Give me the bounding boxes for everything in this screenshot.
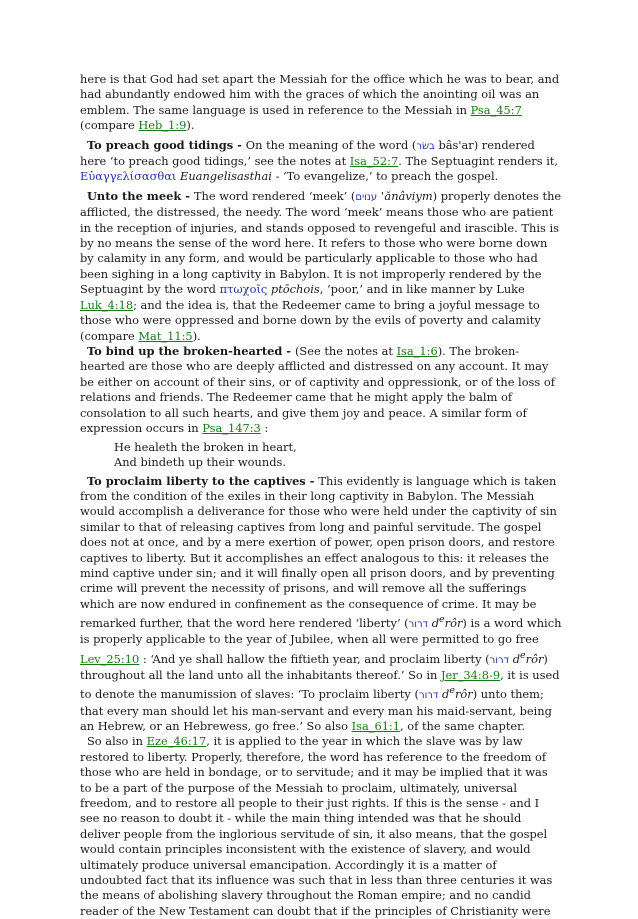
document-page — [80, 72, 562, 919]
text: : — [260, 420, 269, 435]
hebrew-word: ענוים — [355, 191, 378, 203]
section-heading: To preach good tidings - — [87, 137, 246, 152]
text: On the meaning of the word ( — [245, 137, 417, 152]
text: ). — [186, 118, 195, 133]
text: bâs'ar) rendered here ‘to preach good tidings,’ see the notes at — [80, 137, 535, 169]
text: : ‘And ye shall hallow the fiftieth year, and proclaim liberty ( — [139, 651, 490, 666]
quote-line: He healeth the broken in heart, — [114, 440, 297, 455]
text: ). The broken-hearted are those who are deeply afflicted and distressed on any account. It may be either on account of their sins, or of captivity and oppressionk, or of the loss of relations and friends. The Redeemer came that he might apply the balm of consolation to all such hearts, and give them joy and peace. A similar form of expression occurs in — [80, 343, 555, 435]
paragraph-meek — [80, 189, 562, 344]
text: , ‘poor,’ and in like manner by Luke — [319, 282, 525, 297]
transliteration: Euangelisasthai — [176, 169, 272, 184]
scripture-link[interactable]: Lev_25:10 — [80, 651, 140, 666]
hebrew-word: דרור — [418, 690, 439, 702]
scripture-link[interactable]: Psa_45:7 — [470, 102, 522, 117]
text: (compare — [80, 118, 139, 133]
hebrew-word: בשׂר — [416, 140, 435, 152]
scripture-link[interactable]: Heb_1:9 — [138, 118, 187, 133]
text: ). — [192, 328, 201, 343]
greek-word: Εὐαγγελίσασθαι — [80, 169, 177, 184]
transliteration: ptōchois — [267, 282, 320, 297]
hebrew-word: דרור — [408, 618, 429, 630]
text: , of the same chapter. — [400, 719, 525, 734]
text: , it is used to denote the manumission of slaves: ‘To proclaim liberty ( — [80, 668, 560, 702]
scripture-link[interactable]: Psa_147:3 — [202, 420, 261, 435]
text: So also in — [87, 734, 147, 749]
transliteration: $d^erôr$ — [509, 649, 544, 666]
scripture-link[interactable]: Isa_52:7 — [349, 154, 399, 169]
text: ) unto them; that every man should let his man-servant and every man his maid-servant, being an Hebrew, or an Hebrewess, go free.’ So also — [80, 687, 552, 734]
text: ; and the idea is, that the Redeemer came to bring a joyful message to those who were oppressed and borne down by the evils of poverty and calamity (compare — [80, 297, 541, 343]
paragraph-ezekiel — [80, 734, 562, 919]
section-heading: To proclaim liberty to the captives - — [87, 473, 319, 488]
paragraph-liberty — [80, 474, 562, 735]
text: (See the notes at — [294, 343, 397, 358]
text: , it is applied to the year in which the slave was by law restored to liberty. Properly, therefore, the word has reference to the freedom of those who are held in bondage, or to servitude; and it may be implied that it was to be a part of the purpose of the Messiah to proclaim, ultimately, universal freedom, and to restore all people to their just rights. If this is the sense - and I see no reason to doubt it - while the main thing intended was that he should deliver people from the inglorious servitude of sin, it also means, that the gospel would contain principles inconsistent with the existence of slavery, and would ultimately produce universal emancipation. Accordingly it is a matter of undoubted fact that its influence was such that in less than three centuries it was the means of abolishing slavery throughout the Roman empire; and no candid reader of the New Testament can doubt that if the principles of Christianity were — [80, 734, 553, 918]
transliteration: ‛ănâviym — [377, 188, 433, 203]
quote-line: And bindeth up their wounds. — [114, 454, 286, 469]
scripture-link[interactable]: Luk_4:18 — [80, 297, 134, 312]
scripture-link[interactable]: Mat_11:5 — [138, 328, 193, 343]
scripture-link[interactable]: Eze_46:17 — [146, 734, 207, 749]
text: ) properly denotes the afflicted, the distressed, the needy. The word ‘meek’ means those who are patient in the reception of injuries, and stands opposed to revengeful and irascible. This is by no means the sense of the word here. It refers to those who were borne down by calamity in any form, and would be particularly applicable to those who had been sighing in a long captivity in Babylon. It is not improperly rendered by the Septuagint by the word — [80, 188, 562, 297]
text: The word rendered ‘meek’ ( — [193, 188, 356, 203]
transliteration: $d^erôr$ — [428, 614, 463, 630]
section-heading: Unto the meek - — [87, 188, 194, 203]
paragraph-broken-hearted — [80, 344, 562, 436]
paragraph-good-tidings — [80, 138, 562, 185]
text: ) is a word which is properly applicable to the year of Jubilee, when all were permitted to go free — [80, 615, 562, 647]
text: This evidently is language which is taken from the condition of the exiles in their long captivity in Babylon. The Messiah would accomplish a deliverance for those who were held under the captivity of sin similar to that of releasing captives from long and painful servitude. The gospel does not at once, and by a mere exertion of power, open prison doors, and restore captives to liberty. But it accomplishes an effect analogous to this: it releases the mind captive under sin; and it will finally open all prison doors, and by preventing crime will prevent the necessity of prisons, and will remove all the sufferings which are now endured in confinement as the consequence of crime. It may be remarked further, that the word here rendered ‘liberty’ ( — [80, 473, 557, 630]
text: . The Septuagint renders it, — [398, 154, 559, 169]
text: - ‘To evangelize,’ to preach the gospel. — [271, 169, 499, 184]
text: here is that God had set apart the Messiah for the office which he was to bear, and had abundantly endowed him with the graces of which the anointing oil was an emblem. The same language is used in reference to the Messiah in — [80, 72, 560, 117]
text: ) throughout all the land unto all the inhabitants thereof.’ So in — [80, 651, 548, 682]
scripture-link[interactable]: Isa_1:6 — [396, 343, 438, 358]
scripture-link[interactable]: Isa_61:1 — [351, 719, 401, 734]
transliteration: $d^erôr$ — [438, 685, 473, 702]
paragraph-intro — [80, 72, 562, 134]
greek-word: πτωχοῖς — [219, 282, 268, 297]
hebrew-word: דרור — [489, 654, 510, 666]
section-heading: To bind up the broken-hearted - — [87, 343, 295, 358]
scripture-link[interactable]: Jer_34:8-9 — [440, 668, 501, 682]
block-quote — [114, 440, 562, 469]
